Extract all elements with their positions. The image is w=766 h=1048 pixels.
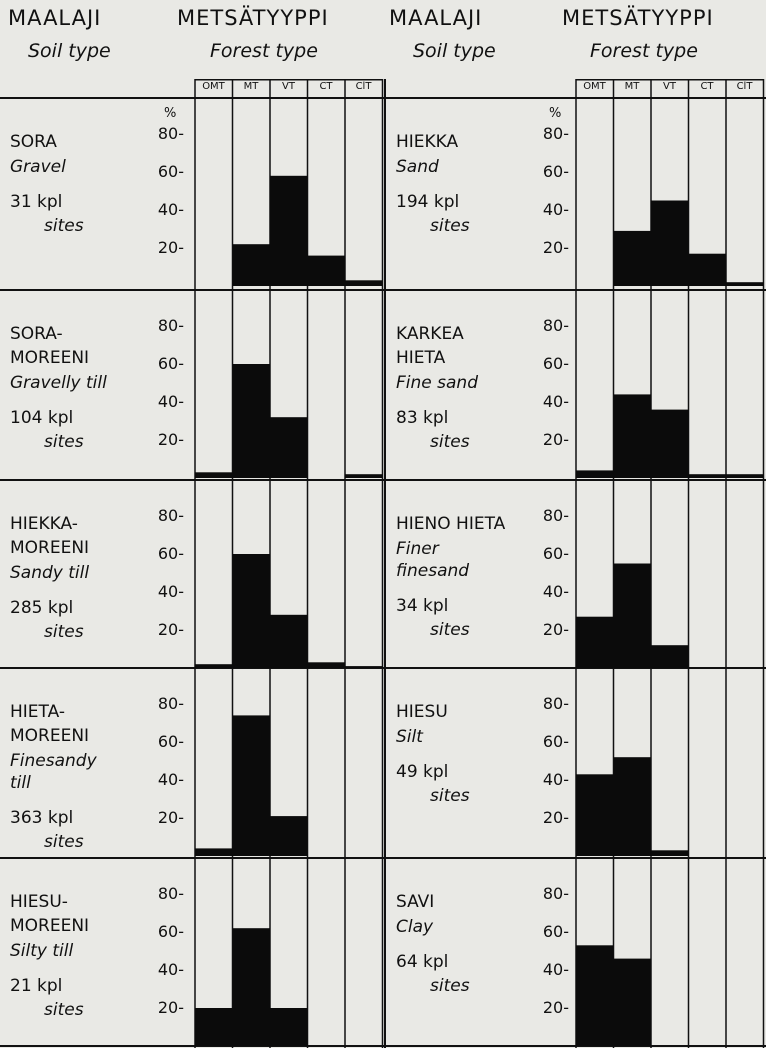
bar-mt: [233, 364, 271, 478]
forest-type-label-mt: MT: [624, 81, 640, 92]
soil-name-fi: SAVI: [396, 892, 435, 912]
soil-name-fi: HIEKKA- MOREENI: [10, 514, 90, 558]
y-tick-label: 40-: [157, 770, 184, 789]
soil-name-fi: KARKEA HIETA: [396, 324, 464, 368]
bar-mt: [233, 715, 271, 856]
column-gridline: [194, 79, 196, 1048]
y-tick-label: 20-: [157, 808, 184, 827]
y-tick-label: 80-: [157, 884, 184, 903]
header-forest-type-fi: METSÄTYYPPI: [177, 6, 329, 30]
forest-type-label-vt: VT: [282, 81, 295, 92]
forest-type-label-ct: CT: [700, 81, 714, 92]
y-tick-label: 80-: [542, 506, 569, 525]
y-tick-label: 80-: [542, 884, 569, 903]
bar-omt: [195, 472, 233, 478]
soil-name-fi: HIENO HIETA: [396, 514, 506, 534]
y-tick-label: 60-: [542, 922, 569, 941]
site-count: 83 kpl: [396, 408, 449, 428]
soil-name-fi: HIEKKA: [396, 132, 459, 152]
y-tick-label: 80-: [157, 694, 184, 713]
soil-name-en: Clay: [396, 917, 434, 937]
soil-name-en: Gravelly till: [10, 373, 107, 393]
bar-ct: [308, 256, 346, 286]
header-soil-type-en: Soil type: [28, 40, 111, 62]
header-forest-type-en-2: Forest type: [590, 40, 698, 62]
sites-label: sites: [44, 432, 84, 452]
y-tick-label: 80-: [542, 124, 569, 143]
bar-omt: [576, 945, 614, 1046]
y-tick-label: 60-: [542, 544, 569, 563]
soil-name-en: Silt: [396, 727, 423, 747]
y-tick-label: 40-: [157, 200, 184, 219]
y-tick-label: 40-: [542, 770, 569, 789]
site-count: 285 kpl: [10, 598, 74, 618]
forest-type-label-ct: CT: [319, 81, 333, 92]
y-tick-label: 60-: [157, 354, 184, 373]
y-tick-label: 20-: [157, 998, 184, 1017]
soil-name-en: Finer finesand: [396, 539, 470, 581]
sites-label: sites: [430, 786, 470, 806]
sites-label: sites: [44, 216, 84, 236]
column-gridline: [575, 79, 577, 1048]
bar-omt: [195, 848, 233, 856]
header-forest-type-en: Forest type: [210, 40, 318, 62]
forest-type-label-omt: OMT: [202, 81, 225, 92]
sites-label: sites: [430, 216, 470, 236]
bar-clt: [726, 282, 764, 286]
bar-mt: [614, 757, 652, 856]
soil-name-fi: HIESU- MOREENI: [10, 892, 90, 936]
y-tick-label: 60-: [157, 732, 184, 751]
soil-label: [10, 700, 97, 852]
bar-mt: [614, 959, 652, 1046]
y-tick-label: 80-: [157, 124, 184, 143]
bar-ct: [689, 254, 727, 286]
sites-label: sites: [430, 432, 470, 452]
bar-mt: [233, 244, 271, 286]
header-soil-type-en-2: Soil type: [413, 40, 496, 62]
soil-label: [396, 322, 478, 452]
forest-type-label-vt: VT: [663, 81, 676, 92]
y-tick-label: 20-: [542, 808, 569, 827]
column-gridline: [725, 79, 727, 1048]
bar-vt: [651, 201, 689, 287]
sites-label: sites: [44, 832, 84, 852]
y-tick-label: 80-: [157, 506, 184, 525]
y-tick-label: 40-: [157, 582, 184, 601]
bar-mt: [614, 231, 652, 286]
y-tick-label: 20-: [542, 620, 569, 639]
y-tick-label: 20-: [157, 238, 184, 257]
y-tick-label: 20-: [542, 998, 569, 1017]
bar-vt: [651, 645, 689, 668]
header-soil-type-fi: MAALAJI: [8, 6, 102, 30]
y-tick-label: 60-: [157, 162, 184, 181]
site-count: 104 kpl: [10, 408, 74, 428]
forest-type-label-omt: OMT: [583, 81, 606, 92]
soil-name-fi: HIETA- MOREENI: [10, 702, 90, 746]
bar-mt: [233, 928, 271, 1046]
bar-vt: [651, 410, 689, 478]
bar-vt: [270, 176, 308, 286]
column-gridline: [382, 79, 384, 1048]
y-tick-label: 80-: [157, 316, 184, 335]
y-tick-label: 40-: [542, 200, 569, 219]
soil-name-en: Fine sand: [396, 373, 478, 393]
y-tick-label: 60-: [542, 354, 569, 373]
soil-label: [10, 130, 84, 236]
soil-label: [396, 700, 470, 806]
forest-type-label-clt: ClT: [355, 81, 372, 92]
site-count: 31 kpl: [10, 192, 63, 212]
sites-label: sites: [44, 622, 84, 642]
bar-ct: [308, 662, 346, 668]
y-unit-label: %: [549, 106, 562, 121]
column-gridline: [344, 79, 346, 1048]
site-count: 21 kpl: [10, 976, 63, 996]
bar-mt: [614, 394, 652, 478]
y-tick-label: 40-: [542, 392, 569, 411]
column-gridline: [763, 79, 765, 1048]
soil-label: [10, 890, 89, 1020]
bar-omt: [195, 1008, 233, 1046]
soil-name-fi: SORA- MOREENI: [10, 324, 90, 368]
soil-name-en: Sandy till: [10, 563, 90, 583]
y-tick-label: 80-: [542, 316, 569, 335]
y-tick-label: 80-: [542, 694, 569, 713]
soil-label: [396, 512, 505, 640]
header-forest-type-fi-2: METSÄTYYPPI: [562, 6, 714, 30]
site-count: 194 kpl: [396, 192, 460, 212]
sites-label: sites: [430, 620, 470, 640]
bar-vt: [270, 1008, 308, 1046]
y-tick-label: 60-: [542, 162, 569, 181]
y-tick-label: 20-: [157, 430, 184, 449]
soil-name-fi: HIESU: [396, 702, 448, 722]
bar-omt: [576, 617, 614, 668]
site-count: 64 kpl: [396, 952, 449, 972]
y-tick-label: 20-: [157, 620, 184, 639]
y-tick-label: 40-: [542, 582, 569, 601]
bar-clt: [726, 474, 764, 478]
soil-label: [10, 322, 107, 452]
bar-vt: [651, 850, 689, 856]
y-tick-label: 40-: [157, 960, 184, 979]
soil-name-en: Gravel: [10, 157, 66, 177]
bar-mt: [233, 554, 271, 668]
sites-label: sites: [430, 976, 470, 996]
middle-divider: [384, 79, 386, 1048]
forest-type-label-mt: MT: [243, 81, 259, 92]
bar-vt: [270, 417, 308, 478]
bar-vt: [270, 816, 308, 856]
y-tick-label: 20-: [542, 238, 569, 257]
site-count: 34 kpl: [396, 596, 449, 616]
bar-omt: [195, 664, 233, 668]
y-tick-label: 40-: [157, 392, 184, 411]
soil-name-en: Finesandy till: [10, 751, 97, 793]
y-unit-label: %: [164, 106, 177, 121]
header-soil-type-fi-2: MAALAJI: [389, 6, 483, 30]
soil-label: [10, 512, 89, 642]
soil-name-fi: SORA: [10, 132, 57, 152]
bar-clt: [345, 474, 383, 478]
y-tick-label: 40-: [542, 960, 569, 979]
y-tick-label: 20-: [542, 430, 569, 449]
site-count: 49 kpl: [396, 762, 449, 782]
forest-type-label-clt: ClT: [736, 81, 753, 92]
soil-name-en: Silty till: [10, 941, 74, 961]
bar-vt: [270, 615, 308, 668]
soil-label: [396, 890, 470, 996]
soil-name-en: Sand: [396, 157, 439, 177]
bar-omt: [576, 774, 614, 856]
y-tick-label: 60-: [157, 544, 184, 563]
sites-label: sites: [44, 1000, 84, 1020]
y-tick-label: 60-: [157, 922, 184, 941]
bar-omt: [576, 470, 614, 478]
y-tick-label: 60-: [542, 732, 569, 751]
site-count: 363 kpl: [10, 808, 74, 828]
bar-mt: [614, 564, 652, 669]
bar-ct: [689, 474, 727, 478]
soil-label: [396, 130, 470, 236]
bar-clt: [345, 280, 383, 286]
bar-clt: [345, 666, 383, 668]
